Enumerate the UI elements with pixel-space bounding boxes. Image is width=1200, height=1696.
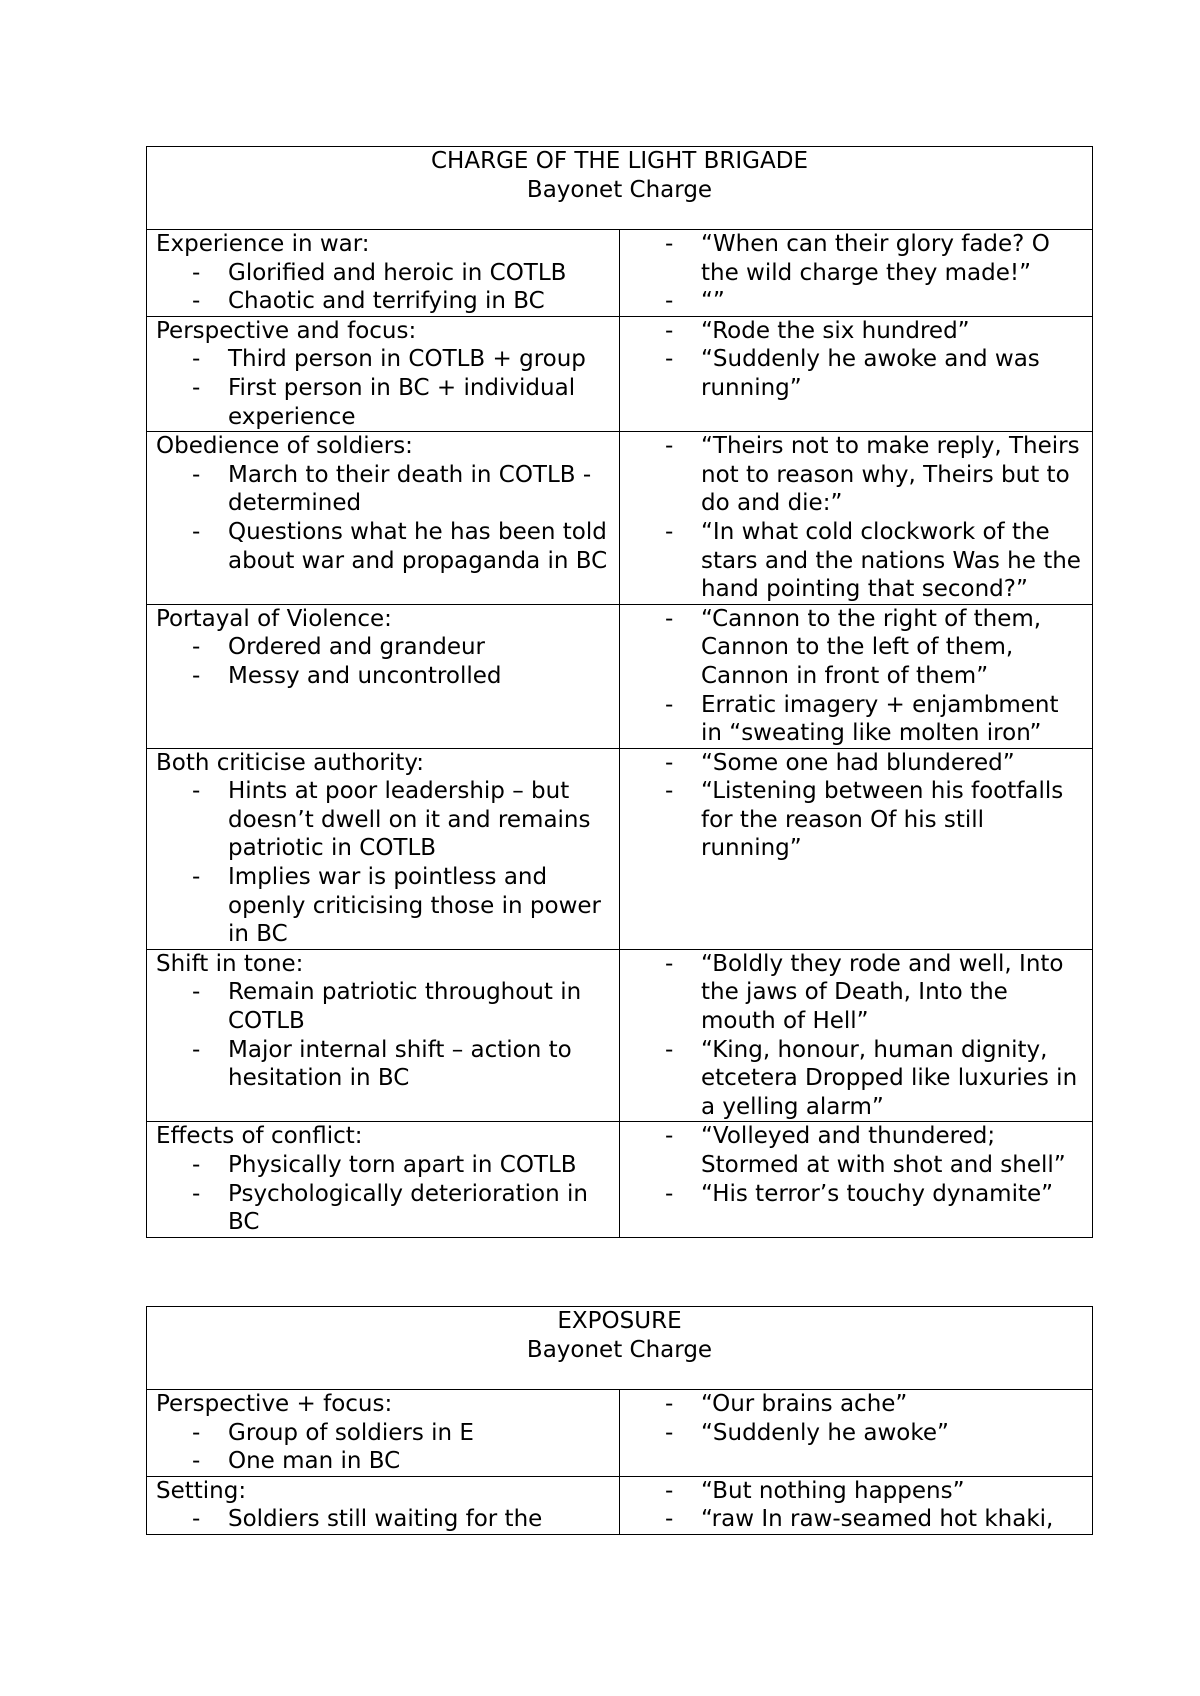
quote-cell	[620, 1390, 1093, 1477]
point-list	[156, 461, 610, 575]
point-item: - Messy and uncontrolled	[228, 662, 610, 691]
table-subtitle: Bayonet Charge	[526, 1336, 713, 1363]
theme-cell	[147, 230, 620, 317]
point-list	[156, 345, 610, 431]
theme-heading: Perspective and focus:	[156, 317, 417, 344]
quote-item: - Erratic imagery + enjambment in “sweating like molten iron”	[701, 691, 1083, 748]
point-item: - Third person in COTLB + group	[228, 345, 610, 374]
quote-item: - “Rode the six hundred”	[701, 317, 1083, 346]
quote-list	[629, 1477, 1083, 1534]
quote-item: - “In what cold clockwork of the stars and the nations Was he the hand pointing that second?”	[701, 518, 1083, 604]
theme-heading: Both criticise authority:	[156, 749, 425, 776]
point-item: - Soldiers still waiting for the	[228, 1505, 610, 1534]
theme-heading: Portayal of Violence:	[156, 605, 392, 632]
quote-item: - “His terror’s touchy dynamite”	[701, 1180, 1083, 1209]
point-item: - Remain patriotic throughout in COTLB	[228, 978, 610, 1035]
table-header-row	[147, 1307, 1093, 1390]
table-title: CHARGE OF THE LIGHT BRIGADE	[431, 148, 808, 174]
theme-cell	[147, 748, 620, 949]
point-item: - One man in BC	[228, 1447, 610, 1476]
table-header-cell	[147, 147, 1093, 230]
quote-item: - “raw In raw-seamed hot khaki,	[701, 1505, 1083, 1534]
point-list	[156, 259, 610, 316]
table-body	[147, 230, 1093, 1238]
quote-list	[629, 1122, 1083, 1208]
quote-cell	[620, 748, 1093, 949]
table-row	[147, 604, 1093, 748]
theme-cell	[147, 1122, 620, 1237]
theme-cell	[147, 432, 620, 605]
point-item: - March to their death in COTLB - determined	[228, 461, 610, 518]
table-row	[147, 432, 1093, 605]
quote-cell	[620, 1122, 1093, 1237]
quote-list	[629, 230, 1083, 316]
point-list	[156, 1151, 610, 1237]
table-title: EXPOSURE	[557, 1308, 682, 1334]
point-list	[156, 1505, 610, 1534]
table-row	[147, 1122, 1093, 1237]
theme-cell	[147, 1390, 620, 1477]
point-item: - First person in BC + individual experience	[228, 374, 610, 431]
quote-item: - “King, honour, human dignity, etcetera Dropped like luxuries in a yelling alarm”	[701, 1036, 1083, 1122]
point-item: - Hints at poor leadership – but doesn’t dwell on it and remains patriotic in COTLB	[228, 777, 610, 863]
quote-cell	[620, 949, 1093, 1122]
point-item: - Major internal shift – action to hesitation in BC	[228, 1036, 610, 1093]
table-row	[147, 949, 1093, 1122]
point-item: - Glorified and heroic in COTLB	[228, 259, 610, 288]
comparison-table-exposure	[146, 1306, 1093, 1535]
quote-cell	[620, 316, 1093, 431]
quote-cell	[620, 604, 1093, 748]
theme-heading: Shift in tone:	[156, 950, 304, 977]
table-row	[147, 1476, 1093, 1534]
table-body	[147, 1390, 1093, 1535]
quote-item: - “Cannon to the right of them, Cannon to the left of them, Cannon in front of them”	[701, 605, 1083, 691]
theme-heading: Setting:	[156, 1477, 247, 1504]
quote-item: - “Volleyed and thundered; Stormed at with shot and shell”	[701, 1122, 1083, 1179]
theme-heading: Obedience of soldiers:	[156, 433, 413, 460]
theme-cell	[147, 1476, 620, 1534]
table-row	[147, 748, 1093, 949]
quote-item: - “Suddenly he awoke”	[701, 1419, 1083, 1448]
theme-heading: Perspective + focus:	[156, 1391, 393, 1417]
table-row	[147, 1390, 1093, 1477]
quote-item: - “”	[701, 287, 1083, 316]
theme-cell	[147, 604, 620, 748]
quote-item: - “Our brains ache”	[701, 1390, 1083, 1419]
table-subtitle: Bayonet Charge	[526, 176, 713, 203]
point-list	[156, 978, 610, 1092]
point-item: - Ordered and grandeur	[228, 633, 610, 662]
point-item: - Questions what he has been told about war and propaganda in BC	[228, 518, 610, 575]
point-list	[156, 633, 610, 690]
point-list	[156, 777, 610, 949]
quote-cell	[620, 1476, 1093, 1534]
comparison-table-light-brigade	[146, 146, 1093, 1238]
quote-list	[629, 432, 1083, 604]
quote-cell	[620, 230, 1093, 317]
point-item: - Implies war is pointless and openly criticising those in power in BC	[228, 863, 610, 949]
quote-item: - “But nothing happens”	[701, 1477, 1083, 1506]
point-item: - Chaotic and terrifying in BC	[228, 287, 610, 316]
quote-list	[629, 317, 1083, 403]
point-item: - Psychologically deterioration in BC	[228, 1180, 610, 1237]
quote-item: - “Suddenly he awoke and was running”	[701, 345, 1083, 402]
theme-heading: Effects of conflict:	[156, 1123, 363, 1150]
point-item: - Physically torn apart in COTLB	[228, 1151, 610, 1180]
quote-item: - “Theirs not to make reply, Theirs not to reason why, Theirs but to do and die:”	[701, 432, 1083, 518]
point-list	[156, 1419, 610, 1476]
theme-cell	[147, 949, 620, 1122]
quote-item: - “Boldly they rode and well, Into the jaws of Death, Into the mouth of Hell”	[701, 950, 1083, 1036]
point-item: - Group of soldiers in E	[228, 1419, 610, 1448]
quote-list	[629, 1390, 1083, 1447]
theme-heading: Experience in war:	[156, 231, 370, 257]
table-row	[147, 316, 1093, 431]
quote-cell	[620, 432, 1093, 605]
quote-item: - “When can their glory fade? O the wild charge they made!”	[701, 230, 1083, 287]
quote-list	[629, 749, 1083, 863]
quote-item: - “Listening between his footfalls for the reason Of his still running”	[701, 777, 1083, 863]
table-row	[147, 230, 1093, 317]
quote-item: - “Some one had blundered”	[701, 749, 1083, 778]
table-header-row	[147, 147, 1093, 230]
theme-cell	[147, 316, 620, 431]
quote-list	[629, 605, 1083, 748]
quote-list	[629, 950, 1083, 1122]
table-header-cell	[147, 1307, 1093, 1390]
